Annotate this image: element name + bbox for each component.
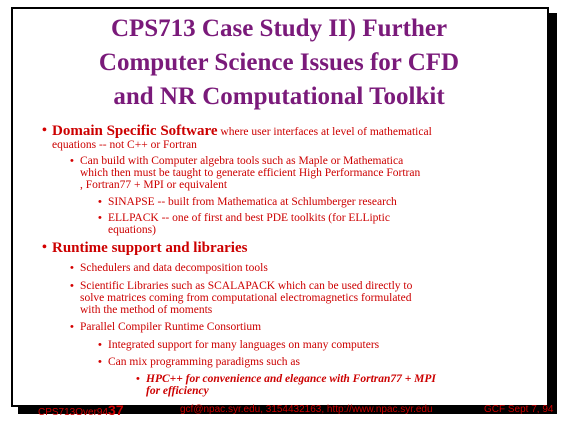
title-line-2: Computer Science Issues for CFD <box>98 49 460 76</box>
bullet-dot: • <box>98 196 102 208</box>
footer-left <box>38 402 124 418</box>
sub-sub-item-text: ELLPACK -- one of first and best PDE toolkits (for ELLiptic <box>108 212 390 224</box>
sub-item-text: Parallel Compiler Runtime Consortium <box>80 321 262 333</box>
bullet-heading: Domain Specific Software <box>52 123 218 139</box>
sub-item-text: Can build with Computer algebra tools such as Maple or Mathematica <box>80 155 404 167</box>
bullet-dot: • <box>70 280 74 292</box>
footer-date: GCF Sept 7, 94 <box>484 404 554 415</box>
sub-sub-item-text: equations) <box>108 224 156 236</box>
bullet-dot: • <box>136 373 140 385</box>
bullet-dot: • <box>70 262 74 274</box>
sub-item-text: Scientific Libraries such as SCALAPACK which can be used directly to <box>80 280 413 292</box>
bullet-dot: • <box>42 123 47 138</box>
footer-contact: gcf@npac.syr.edu, 3154432163, http://www.npac.syr.edu <box>180 404 433 415</box>
bullet-text: where user interfaces at level of mathematical <box>217 126 432 138</box>
bullet-runtime-support: Runtime support and libraries <box>52 240 248 256</box>
bullet-dot: • <box>70 155 74 167</box>
bullet-dot: • <box>42 240 47 255</box>
deep-item-text: HPC++ for convenience and elegance with Fortran77 + MPI <box>146 373 436 385</box>
title-line-3: and NR Computational Toolkit <box>113 83 445 110</box>
bullet-dot: • <box>98 356 102 368</box>
bullet-dot: • <box>98 339 102 351</box>
title-line-1: CPS713 Case Study II) Further <box>110 15 448 42</box>
bullet-dot: • <box>98 212 102 224</box>
deep-item-text: for efficiency <box>146 385 209 397</box>
sub-sub-item-text: Integrated support for many languages on many computers <box>108 339 380 351</box>
footer-page-number: 37 <box>108 402 124 418</box>
sub-item-text: Schedulers and data decomposition tools <box>80 262 268 274</box>
bullet-dot: • <box>70 321 74 333</box>
sub-sub-item-text: Can mix programming paradigms such as <box>108 356 300 368</box>
footer-course-id: CPS713Over94 <box>38 407 109 418</box>
sub-item-text: , Fortran77 + MPI or equivalent <box>80 179 228 191</box>
sub-sub-item-text: SINAPSE -- built from Mathematica at Schlumberger research <box>108 196 397 208</box>
sub-item-text: which then must be taught to generate efficient High Performance Fortran <box>80 167 421 179</box>
slide-title <box>40 12 518 114</box>
bullet-text-cont: equations -- not C++ or Fortran <box>52 139 197 151</box>
sub-item-text: with the method of moments <box>80 304 213 316</box>
sub-item-text: solve matrices coming from computational electromagnetics formulated <box>80 292 412 304</box>
bullet-domain-specific <box>52 123 432 140</box>
